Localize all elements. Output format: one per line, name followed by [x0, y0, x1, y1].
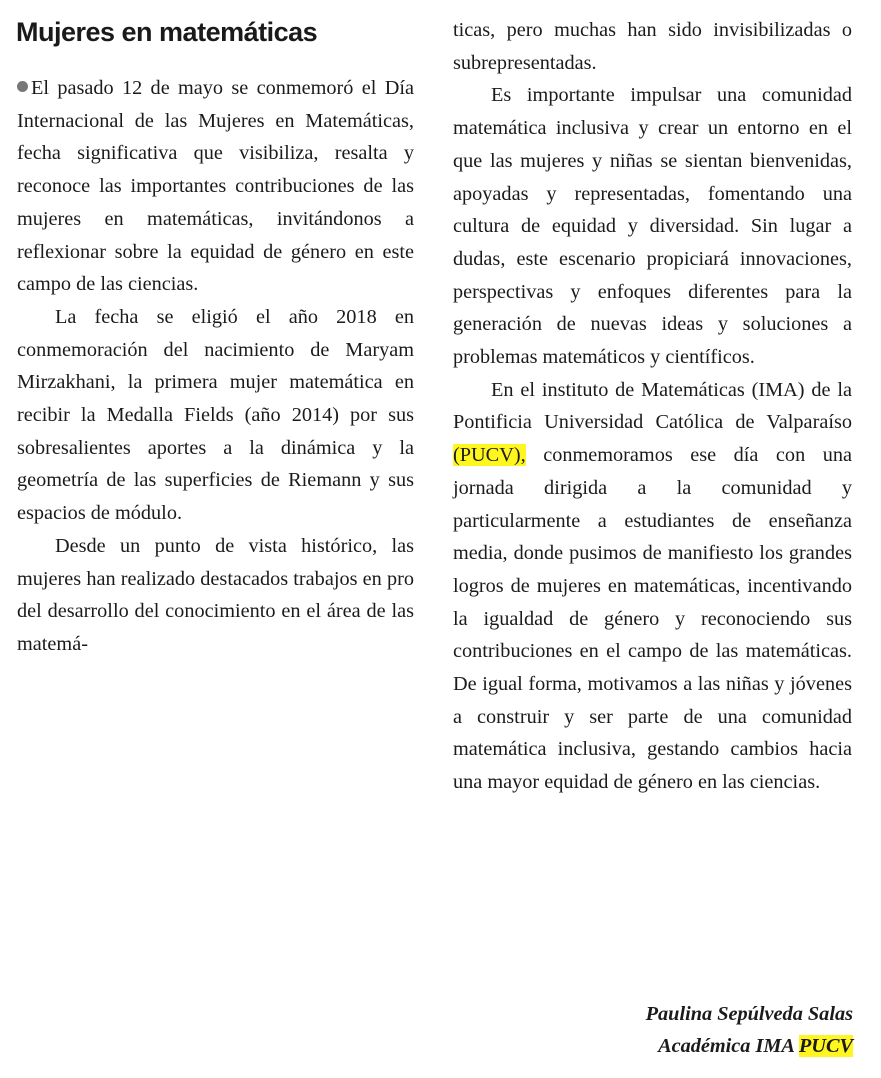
paragraph-3-continued: ticas, pero muchas han sido invisibilizadas o subrepresentadas.	[453, 19, 852, 74]
bullet-icon	[17, 81, 28, 92]
right-column	[453, 14, 852, 799]
paragraph-3: Desde un punto de vista histórico, las mujeres han realizado destacados trabajos en pro del desarrollo del conocimiento en el área de las matemá-	[17, 534, 414, 655]
author-role	[433, 1030, 853, 1062]
article-title: Mujeres en matemáticas	[16, 17, 318, 47]
highlighted-pucv-signature: PUCV	[798, 1035, 853, 1057]
paragraph-5-end: conmemoramos ese día con una jornada dirigida a la comunidad y particularmente a estudiantes de enseñanza media, donde pusimos de manifiesto los grandes logros de mujeres en matemáticas, incentivando la igualdad de género y reconociendo sus contribuciones en el campo de las matemáticas. De igual forma, motivamos a las niñas y jóvenes a construir y ser parte de una comunidad matemática inclusiva, gestando cambios hacia una mayor equidad de género en las ciencias.	[453, 444, 852, 794]
left-column	[17, 72, 414, 661]
paragraph-5	[453, 374, 852, 799]
paragraph-5-start: En el instituto de Matemáticas (IMA) de la Pontificia Universidad Católica de Valparaíso	[453, 378, 852, 434]
paragraph-2: La fecha se eligió el año 2018 en conmemoración del nacimiento de Maryam Mirzakhani, la primera mujer matemática en recibir la Medalla Fields (año 2014) por sus sobresalientes aportes a la dinámica y la geometría de las superficies de Riemann y sus espacios de módulo.	[17, 305, 414, 525]
paragraph-1-text: El pasado 12 de mayo se conmemoró el Día Internacional de las Mujeres en Matemáticas, fecha significativa que visibiliza, resalta y reconoce las importantes contribuciones de las mujeres en matemáticas, invitándonos a reflexionar sobre la equidad de género en este campo de las ciencias.	[17, 77, 414, 296]
author-name: Paulina Sepúlveda Salas	[645, 1003, 853, 1025]
highlighted-pucv: (PUCV),	[453, 444, 526, 467]
paragraph-4: Es importante impulsar una comunidad matemática inclusiva y crear un entorno en el que las mujeres y niñas se sientan bienvenidas, apoyadas y representadas, fomentando una cultura de equidad y diversidad. Sin lugar a dudas, este escenario propiciará innovaciones, perspectivas y enfoques diferentes para la generación de nuevas ideas y soluciones a problemas matemáticos y científicos.	[453, 84, 852, 369]
paragraph-1	[17, 72, 414, 301]
author-role-text: Académica IMA	[658, 1035, 799, 1057]
